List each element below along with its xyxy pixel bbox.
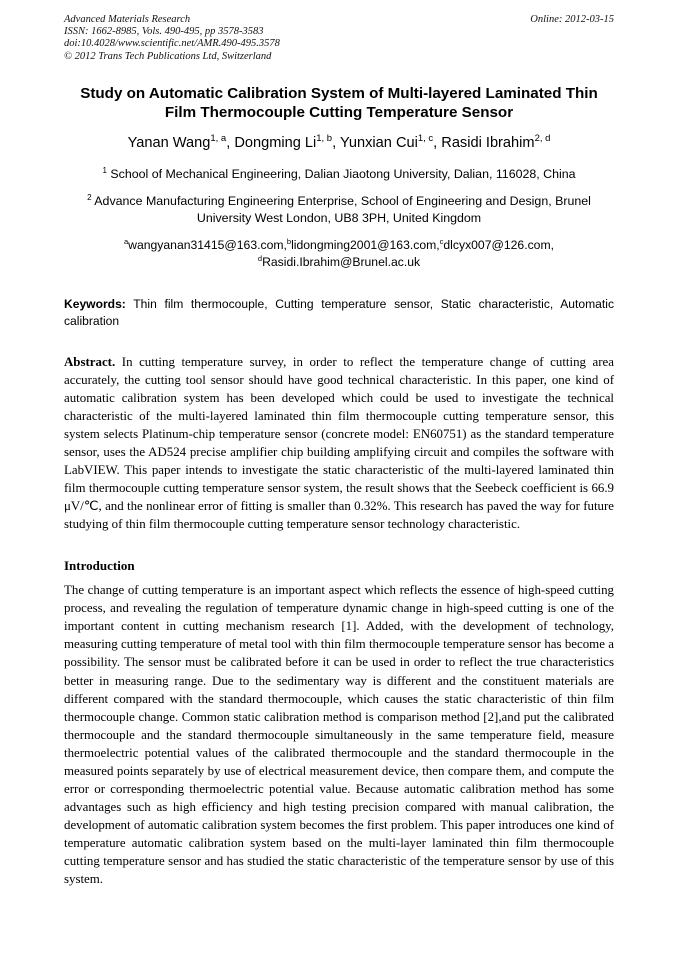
paper-title: Study on Automatic Calibration System of Multi-layered Laminated Thin Film Thermocouple Cutting Temperature Sensor: [80, 84, 598, 121]
abstract-text: In cutting temperature survey, in order to reflect the temperature change of cutting area accurately, the cutting tool sensor should have good technical characteristic. In this paper, one kind of automatic calibration system has been developed which could be used to investigate the technical characteristic of the multi-layered laminated thin film thermocouple cutting temperature sensor, this system selects Platinum-chip temperature sensor (concrete model: EN60751) as the standard temperature sensor, uses the AD524 precise amplifier chip building amplifying circuit and compiles the software with LabVIEW. This paper intends to investigate the static characteristic of the multi-layered laminated thin film thermocouple cutting temperature sensor system, the result shows that the Seebeck coefficient is 66.9 μV/℃, and the nonlinear error of fitting is smaller than 0.32%. This research has paved the way for future studying of thin film thermocouple cutting temperature sensor technology characteristic.: [64, 354, 614, 532]
affiliation-1: $^1$ School of Mechanical Engineering, Dalian Jiaotong University, Dalian, 116028, China: [102, 165, 576, 181]
journal-name: Advanced Materials Research: [64, 14, 191, 25]
author: Yanan Wang$^{1, a}$,: [127, 132, 235, 151]
abstract-paragraph: [64, 353, 614, 533]
email-line-1: [64, 237, 614, 254]
affiliation-2: $^2$ Advance Manufacturing Engineering Enterprise, School of Engineering and Design, Brunel University West London, UB8 3PH, United Kingdom: [87, 192, 591, 225]
journal-doi: doi:10.4028/www.scientific.net/AMR.490-495.3578: [64, 38, 280, 50]
abstract-label: Abstract.: [64, 354, 116, 369]
email-link[interactable]: $^c$dlcyx007@126.com,: [439, 236, 554, 252]
keywords-text: Thin film thermocouple, Cutting temperature sensor, Static characteristic, Automatic calibration: [64, 296, 614, 329]
introduction-paragraph: The change of cutting temperature is an important aspect which reflects the essence of high-speed cutting process, and revealing the regulation of temperature dynamic change in high-speed cutting is one of the important content in cutting mechanism research [1]. Added, with the development of technology, measuring cutting temperature of metal tool with thin film thermocouple temperature sensor has become a possibility. The sensor must be calibrated before it can be used in order to reflect the true characteristics better in measuring range. Due to the sedimentary way is different and the constituent materials are different compared with the standard thermocouple, which causes the static characteristic of thin film thermocouple change. Common static calibration method is comparison method [2],and put the calibrated thermocouple and the standard thermocouple simultaneously in the same temperature field, measure thermoelectric potential values of the calibrated thermocouple and the standard thermocouple in the measured points separately by use of electrical measurement device, then compare them, and compute the error or corresponding thermoelectric potential value. Because automatic calibration method has some advantages such as high efficiency and high testing precision compared with manual calibration, the development of automatic calibration system becomes the first problem. This paper introduces one kind of temperature automatic calibration system based on the multi-layer laminated thin film thermocouple cutting temperature sensor and has studied the static characteristic of the temperature sensor by use of this system.: [64, 583, 614, 887]
email-link[interactable]: $^b$lidongming2001@163.com,: [286, 236, 440, 252]
email-link[interactable]: $^a$wangyanan31415@163.com,: [123, 236, 287, 252]
journal-copyright: © 2012 Trans Tech Publications Ltd, Switzerland: [64, 50, 272, 62]
keywords-label: Keywords:: [64, 296, 126, 311]
author-list: [64, 133, 614, 153]
author: Dongming Li$^{1, b}$,: [234, 132, 340, 151]
author-emails: [64, 237, 614, 271]
author: Rasidi Ibrahim$^{2, d}$: [441, 132, 551, 151]
email-link[interactable]: $^d$Rasidi.Ibrahim@Brunel.ac.uk: [257, 253, 421, 269]
author: Yunxian Cui$^{1, c}$,: [339, 132, 442, 151]
introduction-heading: Introduction: [64, 558, 135, 574]
journal-issn: ISSN: 1662-8985, Vols. 490-495, pp 3578-3583: [64, 26, 264, 38]
email-line-2: [64, 254, 614, 271]
online-date: Online: 2012-03-15: [530, 14, 614, 25]
keywords-paragraph: [64, 296, 614, 331]
